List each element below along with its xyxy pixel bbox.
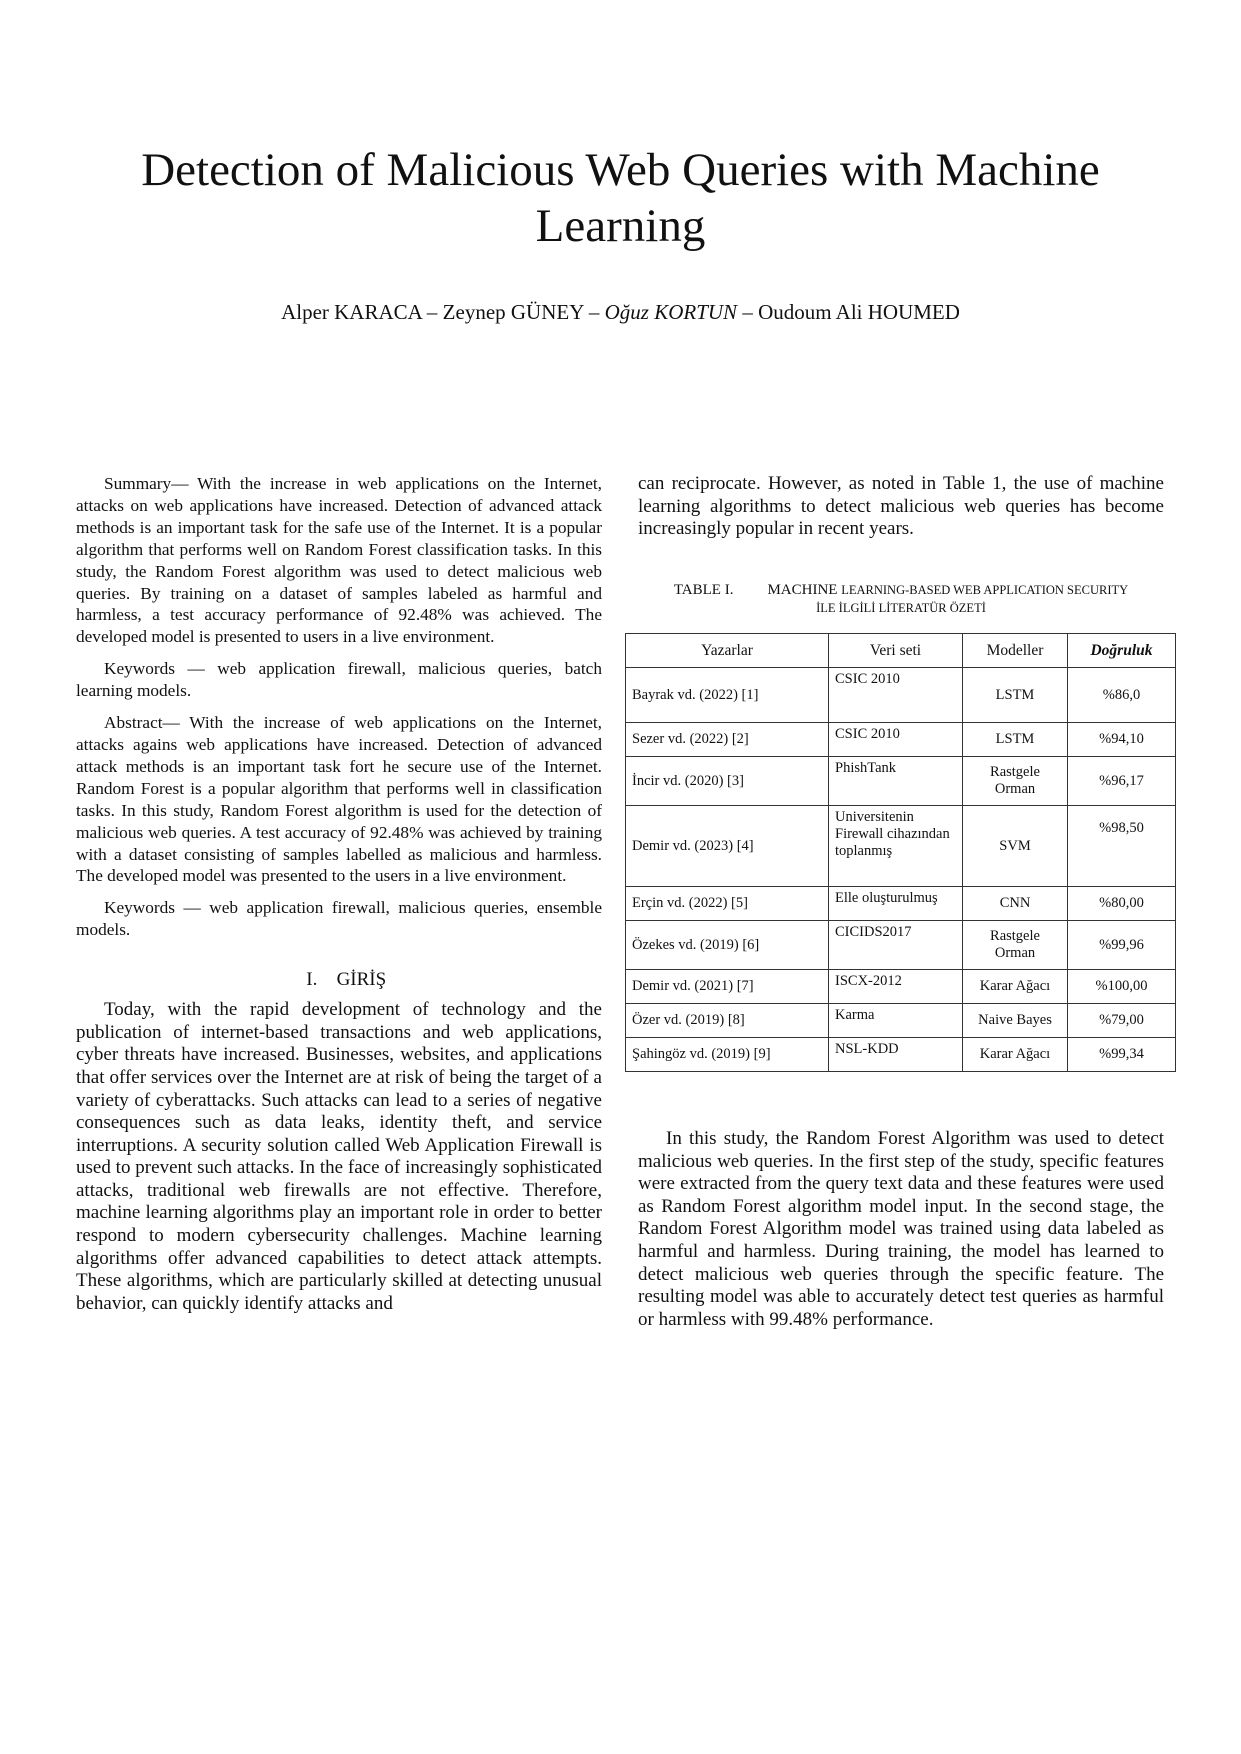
column-header: Doğruluk: [1068, 634, 1176, 668]
model-cell: Rastgele Orman: [963, 757, 1068, 806]
author-list: [60, 300, 1181, 325]
column-header: Yazarlar: [626, 634, 829, 668]
author-cell: İncir vd. (2020) [3]: [626, 757, 829, 806]
abstract-paragraph: Abstract— With the increase of web applications on the Internet, attacks agains web applications have increased. Detection of advanced attack methods is an important task fort he secure use of the Internet. Random Forest is a popular algorithm that performs well in classification tasks. In this study, Random Forest algorithm is used for the detection of malicious web queries. A test accuracy of 92.48% was achieved by training with a dataset consisting of samples labelled as malicious and harmless. The developed model was presented to the users in a live environment.: [76, 713, 602, 886]
author-cell: Özer vd. (2019) [8]: [626, 1004, 829, 1038]
dataset-cell: PhishTank: [829, 757, 963, 806]
dataset-cell: ISCX-2012: [829, 970, 963, 1004]
left-column: [76, 473, 602, 1315]
column-header: Modeller: [963, 634, 1068, 668]
model-cell: CNN: [963, 887, 1068, 921]
accuracy-cell: %86,0: [1068, 668, 1176, 723]
summary-paragraph: Summary— With the increase in web applications on the Internet, attacks on web applications have increased. Detection of advanced attack methods is an important task for the safe use of the Internet. It is a popular algorithm that performs well on Random Forest classification tasks. In this study, the Random Forest algorithm was used to detect malicious web queries. By training on a dataset of samples labeled as harmful and harmless, a test accuracy performance of 92.48% was achieved. The developed model is presented to users in a live environment.: [76, 474, 602, 647]
author-separator: –: [421, 300, 443, 324]
table-caption-text: MACHINE: [767, 581, 838, 598]
table-row: [626, 1038, 1176, 1072]
keywords-paragraph: Keywords — web application firewall, malicious queries, ensemble models.: [76, 898, 602, 940]
keywords-paragraph: Keywords — web application firewall, malicious queries, batch learning models.: [76, 659, 602, 701]
accuracy-cell: %96,17: [1068, 757, 1176, 806]
model-cell: LSTM: [963, 723, 1068, 757]
model-cell: SVM: [963, 806, 1068, 887]
accuracy-cell: %94,10: [1068, 723, 1176, 757]
abstract-block: [76, 473, 602, 941]
section-heading: [76, 969, 602, 991]
dataset-cell: Elle oluşturulmuş: [829, 887, 963, 921]
dataset-cell: CICIDS2017: [829, 921, 963, 970]
table-caption: [638, 581, 1164, 617]
accuracy-cell: %99,96: [1068, 921, 1176, 970]
table-header-row: [626, 634, 1176, 668]
author-cell: Demir vd. (2023) [4]: [626, 806, 829, 887]
section-title: GİRİŞ: [336, 969, 387, 991]
model-cell: Rastgele Orman: [963, 921, 1068, 970]
table-row: [626, 921, 1176, 970]
dataset-cell: CSIC 2010: [829, 668, 963, 723]
paper-title: Detection of Malicious Web Queries with Machine Learning: [141, 144, 1100, 252]
accuracy-cell: %99,34: [1068, 1038, 1176, 1072]
intro-paragraph: Today, with the rapid development of technology and the publication of internet-based transactions and web applications, cyber threats have increased. Businesses, websites, and applications that offer services over the Internet are at risk of being the target of a variety of cyberattacks. Such attacks can lead to a series of negative consequences such as data leaks, identity theft, and service interruptions. A security solution called Web Application Firewall is used to prevent such attacks. In the face of increasingly sophisticated attacks, traditional web firewalls are not effective. Therefore, machine learning algorithms play an important role in order to better respond to modern cybersecurity challenges. Machine learning algorithms offer advanced capabilities to detect attack attempts. These algorithms, which are particularly skilled at detecting unusual behavior, can quickly identify attacks and: [76, 999, 602, 1314]
table-row: [626, 887, 1176, 921]
table-row: [626, 668, 1176, 723]
table-row: [626, 806, 1176, 887]
method-paragraph: In this study, the Random Forest Algorithm was used to detect malicious web queries. In the first step of the study, specific features were extracted from the query text data and these features were used as Random Forest algorithm model input. In the second stage, the Random Forest Algorithm model was trained using data labeled as harmful and harmless. During training, the model has learned to detect malicious web queries through the specific feature. The resulting model was able to accurately detect test queries as harmful or harmless with 99.48% performance.: [638, 1128, 1164, 1330]
table-row: [626, 757, 1176, 806]
section-number: I.: [306, 969, 318, 991]
author-separator: –: [737, 300, 759, 324]
dataset-cell: Universitenin Firewall cihazından toplanmış: [829, 806, 963, 887]
author-name: Oğuz KORTUN: [604, 300, 738, 324]
author-separator: –: [583, 300, 605, 324]
table-row: [626, 1004, 1176, 1038]
column-header: Veri seti: [829, 634, 963, 668]
accuracy-cell: %98,50: [1068, 806, 1176, 887]
author-cell: Şahingöz vd. (2019) [9]: [626, 1038, 829, 1072]
model-cell: Karar Ağacı: [963, 1038, 1068, 1072]
continued-paragraph: can reciprocate. However, as noted in Table 1, the use of machine learning algorithms to detect malicious web queries has become increasingly popular in recent years.: [638, 473, 1164, 540]
author-cell: Demir vd. (2021) [7]: [626, 970, 829, 1004]
accuracy-cell: %79,00: [1068, 1004, 1176, 1038]
right-column: [638, 473, 1164, 617]
accuracy-cell: %100,00: [1068, 970, 1176, 1004]
model-cell: Naive Bayes: [963, 1004, 1068, 1038]
author-name: Alper KARACA: [281, 300, 422, 324]
literature-table: [625, 633, 1176, 1072]
table-row: [626, 723, 1176, 757]
author-name: Zeynep GÜNEY: [442, 300, 584, 324]
author-cell: Erçin vd. (2022) [5]: [626, 887, 829, 921]
author-cell: Bayrak vd. (2022) [1]: [626, 668, 829, 723]
table-row: [626, 970, 1176, 1004]
table-label: TABLE I.: [673, 581, 734, 598]
model-cell: Karar Ağacı: [963, 970, 1068, 1004]
dataset-cell: Karma: [829, 1004, 963, 1038]
dataset-cell: CSIC 2010: [829, 723, 963, 757]
dataset-cell: NSL-KDD: [829, 1038, 963, 1072]
author-cell: Sezer vd. (2022) [2]: [626, 723, 829, 757]
table-caption-line2: İLE İLGİLİ LİTERATÜR ÖZETİ: [816, 600, 986, 615]
author-name: Oudoum Ali HOUMED: [758, 300, 960, 324]
accuracy-cell: %80,00: [1068, 887, 1176, 921]
model-cell: LSTM: [963, 668, 1068, 723]
author-cell: Özekes vd. (2019) [6]: [626, 921, 829, 970]
table-caption-text: LEARNING-BASED WEB APPLICATION SECURITY: [841, 582, 1129, 597]
